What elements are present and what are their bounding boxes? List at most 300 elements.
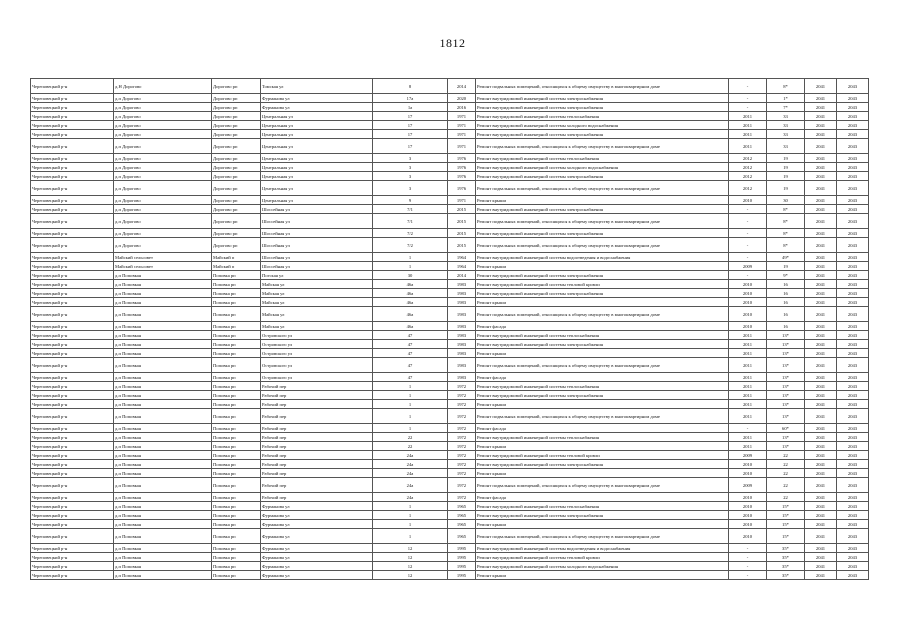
table-row: [31, 571, 869, 580]
commission-year-cell: 1976: [448, 172, 476, 181]
work-type-cell: Ремонт крыши: [476, 442, 729, 451]
plan-start-year-cell: 2041: [805, 289, 837, 298]
house-number-cell: 47: [373, 373, 448, 382]
work-type-cell: Ремонт внутридомовой инженерной системы электроснабжения: [476, 172, 729, 181]
wear-cell: 16: [767, 280, 805, 289]
work-type-cell: Ремонт внутридомовой инженерной системы тепловой кровли: [476, 553, 729, 562]
locality-cell: Поповка рп: [212, 433, 261, 442]
work-type-cell: Ремонт подвальных помещений, относящихся к общему имуществу в многоквартирном доме: [476, 139, 729, 154]
settlement-cell: д.п Поповкая: [114, 433, 212, 442]
street-cell: Рабочий пер: [261, 460, 373, 469]
last-repair-year-cell: 2010: [729, 289, 767, 298]
last-repair-year-cell: -: [729, 253, 767, 262]
settlement-cell: д.п Поповкая: [114, 553, 212, 562]
last-repair-year-cell: 2011: [729, 121, 767, 130]
commission-year-cell: 1995: [448, 544, 476, 553]
table-row: [31, 442, 869, 451]
plan-start-year-cell: 2041: [805, 442, 837, 451]
locality-cell: Поповка рп: [212, 289, 261, 298]
plan-start-year-cell: 2041: [805, 382, 837, 391]
plan-end-year-cell: 2043: [837, 442, 869, 451]
wear-cell: 33: [767, 112, 805, 121]
commission-year-cell: 1972: [448, 400, 476, 409]
house-number-cell: 17а: [373, 94, 448, 103]
settlement-cell: д.п Поповкая: [114, 349, 212, 358]
wear-cell: 8*: [767, 79, 805, 94]
commission-year-cell: 1983: [448, 340, 476, 349]
municipal-district-cell: Череповецкий р-н: [31, 409, 114, 424]
house-number-cell: 1: [373, 253, 448, 262]
street-cell: Рабочий пер: [261, 391, 373, 400]
plan-start-year-cell: 2041: [805, 391, 837, 400]
wear-cell: 19: [767, 163, 805, 172]
locality-cell: Дорогово рп: [212, 103, 261, 112]
work-type-cell: Ремонт внутридомовой инженерной системы электроснабжения: [476, 511, 729, 520]
street-cell: Центральная ул: [261, 163, 373, 172]
street-cell: Майская ул: [261, 289, 373, 298]
municipal-district-cell: Череповецкий р-н: [31, 214, 114, 229]
commission-year-cell: 1983: [448, 349, 476, 358]
table-row: [31, 433, 869, 442]
commission-year-cell: 1983: [448, 307, 476, 322]
wear-cell: 19: [767, 172, 805, 181]
wear-cell: 30: [767, 196, 805, 205]
last-repair-year-cell: -: [729, 103, 767, 112]
last-repair-year-cell: 2010: [729, 469, 767, 478]
last-repair-year-cell: -: [729, 214, 767, 229]
plan-end-year-cell: 2043: [837, 121, 869, 130]
plan-end-year-cell: 2043: [837, 103, 869, 112]
settlement-cell: д.п Дорогово: [114, 196, 212, 205]
locality-cell: Поповка рп: [212, 382, 261, 391]
wear-cell: 22: [767, 478, 805, 493]
last-repair-year-cell: 2010: [729, 322, 767, 331]
settlement-cell: д.п Поповкая: [114, 400, 212, 409]
table-row: [31, 154, 869, 163]
last-repair-year-cell: 2009: [729, 451, 767, 460]
last-repair-year-cell: 2012: [729, 154, 767, 163]
plan-end-year-cell: 2043: [837, 94, 869, 103]
last-repair-year-cell: 2010: [729, 520, 767, 529]
last-repair-year-cell: -: [729, 229, 767, 238]
wear-cell: 16: [767, 298, 805, 307]
plan-end-year-cell: 2043: [837, 451, 869, 460]
plan-start-year-cell: 2041: [805, 340, 837, 349]
commission-year-cell: 1971: [448, 121, 476, 130]
wear-cell: 22: [767, 493, 805, 502]
last-repair-year-cell: -: [729, 271, 767, 280]
plan-start-year-cell: 2041: [805, 271, 837, 280]
work-type-cell: Ремонт крыши: [476, 571, 729, 580]
plan-start-year-cell: 2041: [805, 196, 837, 205]
settlement-cell: д.п Дорогово: [114, 214, 212, 229]
plan-start-year-cell: 2041: [805, 511, 837, 520]
municipal-district-cell: Череповецкий р-н: [31, 280, 114, 289]
work-type-cell: Ремонт фасада: [476, 322, 729, 331]
last-repair-year-cell: 2012: [729, 163, 767, 172]
street-cell: Островского ул: [261, 373, 373, 382]
locality-cell: Поповка рп: [212, 349, 261, 358]
table-row: [31, 214, 869, 229]
work-type-cell: Ремонт внутридомовой инженерной системы тепловой кровли: [476, 280, 729, 289]
work-type-cell: Ремонт крыши: [476, 298, 729, 307]
last-repair-year-cell: 2010: [729, 298, 767, 307]
settlement-cell: д.п Поповкая: [114, 442, 212, 451]
table-row: [31, 280, 869, 289]
last-repair-year-cell: 2011: [729, 400, 767, 409]
table-row: [31, 382, 869, 391]
locality-cell: Поповка рп: [212, 442, 261, 451]
wear-cell: 33: [767, 121, 805, 130]
commission-year-cell: 1965: [448, 502, 476, 511]
street-cell: Шоссейная ул: [261, 214, 373, 229]
house-number-cell: 17: [373, 121, 448, 130]
wear-cell: 22: [767, 460, 805, 469]
work-type-cell: Ремонт крыши: [476, 469, 729, 478]
house-number-cell: 3: [373, 163, 448, 172]
municipal-district-cell: Череповецкий р-н: [31, 511, 114, 520]
house-number-cell: 12: [373, 553, 448, 562]
municipal-district-cell: Череповецкий р-н: [31, 469, 114, 478]
commission-year-cell: 1972: [448, 469, 476, 478]
locality-cell: Майский п: [212, 262, 261, 271]
street-cell: Рабочий пер: [261, 451, 373, 460]
house-number-cell: 12: [373, 544, 448, 553]
work-type-cell: Ремонт внутридомовой инженерной системы водоотведения и водоснабжения: [476, 544, 729, 553]
plan-end-year-cell: 2043: [837, 214, 869, 229]
work-type-cell: Ремонт крыши: [476, 349, 729, 358]
plan-end-year-cell: 2043: [837, 196, 869, 205]
municipal-district-cell: Череповецкий р-н: [31, 358, 114, 373]
table-row: [31, 229, 869, 238]
wear-cell: 19: [767, 181, 805, 196]
plan-start-year-cell: 2041: [805, 121, 837, 130]
street-cell: Центральная ул: [261, 154, 373, 163]
plan-start-year-cell: 2041: [805, 94, 837, 103]
plan-end-year-cell: 2043: [837, 358, 869, 373]
last-repair-year-cell: 2012: [729, 181, 767, 196]
settlement-cell: д.п Поповкая: [114, 493, 212, 502]
street-cell: Фурманова ул: [261, 103, 373, 112]
municipal-district-cell: Череповецкий р-н: [31, 442, 114, 451]
locality-cell: Дорогово рп: [212, 163, 261, 172]
settlement-cell: д.п Дорогово: [114, 154, 212, 163]
plan-end-year-cell: 2043: [837, 400, 869, 409]
municipal-district-cell: Череповецкий р-н: [31, 229, 114, 238]
locality-cell: Дорогово рп: [212, 205, 261, 214]
commission-year-cell: 1983: [448, 331, 476, 340]
street-cell: Погская ул: [261, 271, 373, 280]
locality-cell: Поповка рп: [212, 391, 261, 400]
commission-year-cell: 2014: [448, 79, 476, 94]
commission-year-cell: 1983: [448, 280, 476, 289]
table-row: [31, 451, 869, 460]
house-number-cell: 46а: [373, 307, 448, 322]
municipal-district-cell: Череповецкий р-н: [31, 172, 114, 181]
last-repair-year-cell: 2011: [729, 349, 767, 358]
wear-cell: 33: [767, 130, 805, 139]
plan-start-year-cell: 2041: [805, 460, 837, 469]
work-type-cell: Ремонт крыши: [476, 400, 729, 409]
house-number-cell: 46а: [373, 298, 448, 307]
commission-year-cell: 2016: [448, 103, 476, 112]
plan-start-year-cell: 2041: [805, 529, 837, 544]
commission-year-cell: 1983: [448, 358, 476, 373]
wear-cell: 22: [767, 469, 805, 478]
wear-cell: 8*: [767, 214, 805, 229]
plan-end-year-cell: 2043: [837, 139, 869, 154]
street-cell: Рабочий пер: [261, 382, 373, 391]
settlement-cell: д.п Дорогово: [114, 238, 212, 253]
table-row: [31, 103, 869, 112]
house-number-cell: 1: [373, 409, 448, 424]
last-repair-year-cell: 2010: [729, 493, 767, 502]
plan-start-year-cell: 2041: [805, 154, 837, 163]
commission-year-cell: 1972: [448, 382, 476, 391]
table-row: [31, 553, 869, 562]
settlement-cell: д.п Поповкая: [114, 331, 212, 340]
commission-year-cell: 1964: [448, 253, 476, 262]
locality-cell: Дорогово рп: [212, 214, 261, 229]
plan-start-year-cell: 2041: [805, 571, 837, 580]
settlement-cell: д.п Поповкая: [114, 298, 212, 307]
plan-start-year-cell: 2041: [805, 79, 837, 94]
settlement-cell: Майский сельсовет: [114, 262, 212, 271]
last-repair-year-cell: -: [729, 562, 767, 571]
street-cell: Центральная ул: [261, 112, 373, 121]
wear-cell: 19: [767, 262, 805, 271]
work-type-cell: Ремонт внутридомовой инженерной системы тепловой кровли: [476, 451, 729, 460]
last-repair-year-cell: 2010: [729, 460, 767, 469]
last-repair-year-cell: 2010: [729, 502, 767, 511]
plan-start-year-cell: 2041: [805, 172, 837, 181]
settlement-cell: д.п Поповкая: [114, 322, 212, 331]
wear-cell: 22: [767, 451, 805, 460]
commission-year-cell: 1971: [448, 139, 476, 154]
street-cell: Центральная ул: [261, 121, 373, 130]
plan-start-year-cell: 2041: [805, 238, 837, 253]
table-row: [31, 520, 869, 529]
plan-end-year-cell: 2043: [837, 262, 869, 271]
wear-cell: 16: [767, 307, 805, 322]
wear-cell: 13*: [767, 391, 805, 400]
house-number-cell: 22: [373, 442, 448, 451]
work-type-cell: Ремонт крыши: [476, 262, 729, 271]
municipal-district-cell: Череповецкий р-н: [31, 94, 114, 103]
work-type-cell: Ремонт внутридомовой инженерной системы теплоснабжения: [476, 112, 729, 121]
street-cell: Фурманова ул: [261, 562, 373, 571]
plan-end-year-cell: 2043: [837, 238, 869, 253]
locality-cell: Дорогово рп: [212, 154, 261, 163]
settlement-cell: д.п Дорогово: [114, 121, 212, 130]
wear-cell: 19: [767, 154, 805, 163]
wear-cell: 8*: [767, 229, 805, 238]
commission-year-cell: 1972: [448, 451, 476, 460]
wear-cell: 8*: [767, 238, 805, 253]
municipal-district-cell: Череповецкий р-н: [31, 331, 114, 340]
plan-start-year-cell: 2041: [805, 544, 837, 553]
last-repair-year-cell: 2011: [729, 442, 767, 451]
plan-end-year-cell: 2043: [837, 373, 869, 382]
locality-cell: Поповка рп: [212, 460, 261, 469]
plan-start-year-cell: 2041: [805, 493, 837, 502]
house-number-cell: 47: [373, 358, 448, 373]
plan-start-year-cell: 2041: [805, 373, 837, 382]
settlement-cell: д.п Дорогово: [114, 130, 212, 139]
locality-cell: Дорогово рп: [212, 112, 261, 121]
wear-cell: 13*: [767, 373, 805, 382]
wear-cell: 13*: [767, 409, 805, 424]
plan-end-year-cell: 2043: [837, 340, 869, 349]
house-number-cell: 47: [373, 349, 448, 358]
last-repair-year-cell: 2011: [729, 139, 767, 154]
commission-year-cell: 1965: [448, 529, 476, 544]
plan-start-year-cell: 2041: [805, 112, 837, 121]
street-cell: Шоссейная ул: [261, 229, 373, 238]
last-repair-year-cell: 2011: [729, 358, 767, 373]
work-type-cell: Ремонт внутридомовой инженерной системы водоотведения и водоснабжения: [476, 253, 729, 262]
house-number-cell: 24а: [373, 478, 448, 493]
street-cell: Фурманова ул: [261, 544, 373, 553]
municipal-district-cell: Череповецкий р-н: [31, 112, 114, 121]
municipal-district-cell: Череповецкий р-н: [31, 163, 114, 172]
locality-cell: Дорогово рп: [212, 181, 261, 196]
table-row: [31, 469, 869, 478]
house-number-cell: 1: [373, 382, 448, 391]
commission-year-cell: 1983: [448, 298, 476, 307]
settlement-cell: д.п Поповкая: [114, 280, 212, 289]
wear-cell: 33: [767, 139, 805, 154]
commission-year-cell: 1995: [448, 553, 476, 562]
plan-start-year-cell: 2041: [805, 469, 837, 478]
commission-year-cell: 1972: [448, 460, 476, 469]
table-row: [31, 130, 869, 139]
house-number-cell: 24а: [373, 493, 448, 502]
wear-cell: 13*: [767, 331, 805, 340]
table-row: [31, 340, 869, 349]
wear-cell: 13*: [767, 349, 805, 358]
settlement-cell: д.п Поповкая: [114, 307, 212, 322]
work-type-cell: Ремонт подвальных помещений, относящихся к общему имуществу в многоквартирном доме: [476, 238, 729, 253]
locality-cell: Поповка рп: [212, 358, 261, 373]
plan-start-year-cell: 2041: [805, 520, 837, 529]
plan-start-year-cell: 2041: [805, 205, 837, 214]
last-repair-year-cell: 2011: [729, 331, 767, 340]
work-type-cell: Ремонт внутридомовой инженерной системы теплоснабжения: [476, 502, 729, 511]
house-number-cell: 30: [373, 271, 448, 280]
locality-cell: Поповка рп: [212, 553, 261, 562]
work-type-cell: Ремонт внутридомовой инженерной системы холодного водоснабжения: [476, 121, 729, 130]
plan-end-year-cell: 2043: [837, 553, 869, 562]
locality-cell: Поповка рп: [212, 502, 261, 511]
wear-cell: 7*: [767, 103, 805, 112]
work-type-cell: Ремонт крыши: [476, 520, 729, 529]
municipal-district-cell: Череповецкий р-н: [31, 433, 114, 442]
street-cell: Майская ул: [261, 280, 373, 289]
locality-cell: Поповка рп: [212, 280, 261, 289]
commission-year-cell: 1971: [448, 112, 476, 121]
table-row: [31, 271, 869, 280]
municipal-district-cell: Череповецкий р-н: [31, 529, 114, 544]
settlement-cell: д.п Поповкая: [114, 571, 212, 580]
plan-end-year-cell: 2043: [837, 529, 869, 544]
last-repair-year-cell: -: [729, 205, 767, 214]
locality-cell: Поповка рп: [212, 544, 261, 553]
last-repair-year-cell: 2009: [729, 262, 767, 271]
settlement-cell: д.п Поповкая: [114, 271, 212, 280]
commission-year-cell: 1983: [448, 322, 476, 331]
plan-end-year-cell: 2043: [837, 478, 869, 493]
settlement-cell: д.п Поповкая: [114, 409, 212, 424]
locality-cell: Дорогово рп: [212, 94, 261, 103]
work-type-cell: Ремонт внутридомовой инженерной системы электроснабжения: [476, 460, 729, 469]
table-row: [31, 298, 869, 307]
street-cell: Фурманова ул: [261, 553, 373, 562]
commission-year-cell: 1976: [448, 181, 476, 196]
municipal-district-cell: Череповецкий р-н: [31, 391, 114, 400]
municipal-district-cell: Череповецкий р-н: [31, 262, 114, 271]
municipal-district-cell: Череповецкий р-н: [31, 322, 114, 331]
table-row: [31, 79, 869, 94]
plan-end-year-cell: 2043: [837, 289, 869, 298]
settlement-cell: д.п Дорогово: [114, 181, 212, 196]
street-cell: Центральная ул: [261, 130, 373, 139]
settlement-cell: д.п Поповкая: [114, 529, 212, 544]
commission-year-cell: 1971: [448, 196, 476, 205]
plan-end-year-cell: 2043: [837, 331, 869, 340]
locality-cell: Майский п: [212, 253, 261, 262]
locality-cell: Поповка рп: [212, 400, 261, 409]
last-repair-year-cell: -: [729, 238, 767, 253]
work-type-cell: Ремонт фасада: [476, 373, 729, 382]
house-number-cell: 1: [373, 502, 448, 511]
table-row: [31, 331, 869, 340]
last-repair-year-cell: 2010: [729, 280, 767, 289]
municipal-district-cell: Череповецкий р-н: [31, 307, 114, 322]
street-cell: Рабочий пер: [261, 493, 373, 502]
plan-end-year-cell: 2043: [837, 298, 869, 307]
commission-year-cell: 1995: [448, 571, 476, 580]
municipal-district-cell: Череповецкий р-н: [31, 121, 114, 130]
municipal-district-cell: Череповецкий р-н: [31, 205, 114, 214]
last-repair-year-cell: -: [729, 94, 767, 103]
work-type-cell: Ремонт фасада: [476, 424, 729, 433]
plan-end-year-cell: 2043: [837, 562, 869, 571]
plan-start-year-cell: 2041: [805, 139, 837, 154]
house-number-cell: 7/2: [373, 229, 448, 238]
wear-cell: 15*: [767, 529, 805, 544]
plan-start-year-cell: 2041: [805, 103, 837, 112]
house-number-cell: 1: [373, 529, 448, 544]
work-type-cell: Ремонт крыши: [476, 196, 729, 205]
table-row: [31, 253, 869, 262]
municipal-district-cell: Череповецкий р-н: [31, 139, 114, 154]
municipal-district-cell: Череповецкий р-н: [31, 544, 114, 553]
work-type-cell: Ремонт внутридомовой инженерной системы электроснабжения: [476, 289, 729, 298]
plan-start-year-cell: 2041: [805, 478, 837, 493]
page-number: 1812: [439, 36, 466, 50]
commission-year-cell: 1972: [448, 433, 476, 442]
street-cell: Рабочий пер: [261, 442, 373, 451]
settlement-cell: д.п Поповкая: [114, 478, 212, 493]
wear-cell: 60*: [767, 424, 805, 433]
house-number-cell: 24а: [373, 451, 448, 460]
wear-cell: 49*: [767, 253, 805, 262]
locality-cell: Дорогово рп: [212, 130, 261, 139]
last-repair-year-cell: -: [729, 424, 767, 433]
wear-cell: 13*: [767, 433, 805, 442]
last-repair-year-cell: 2011: [729, 382, 767, 391]
